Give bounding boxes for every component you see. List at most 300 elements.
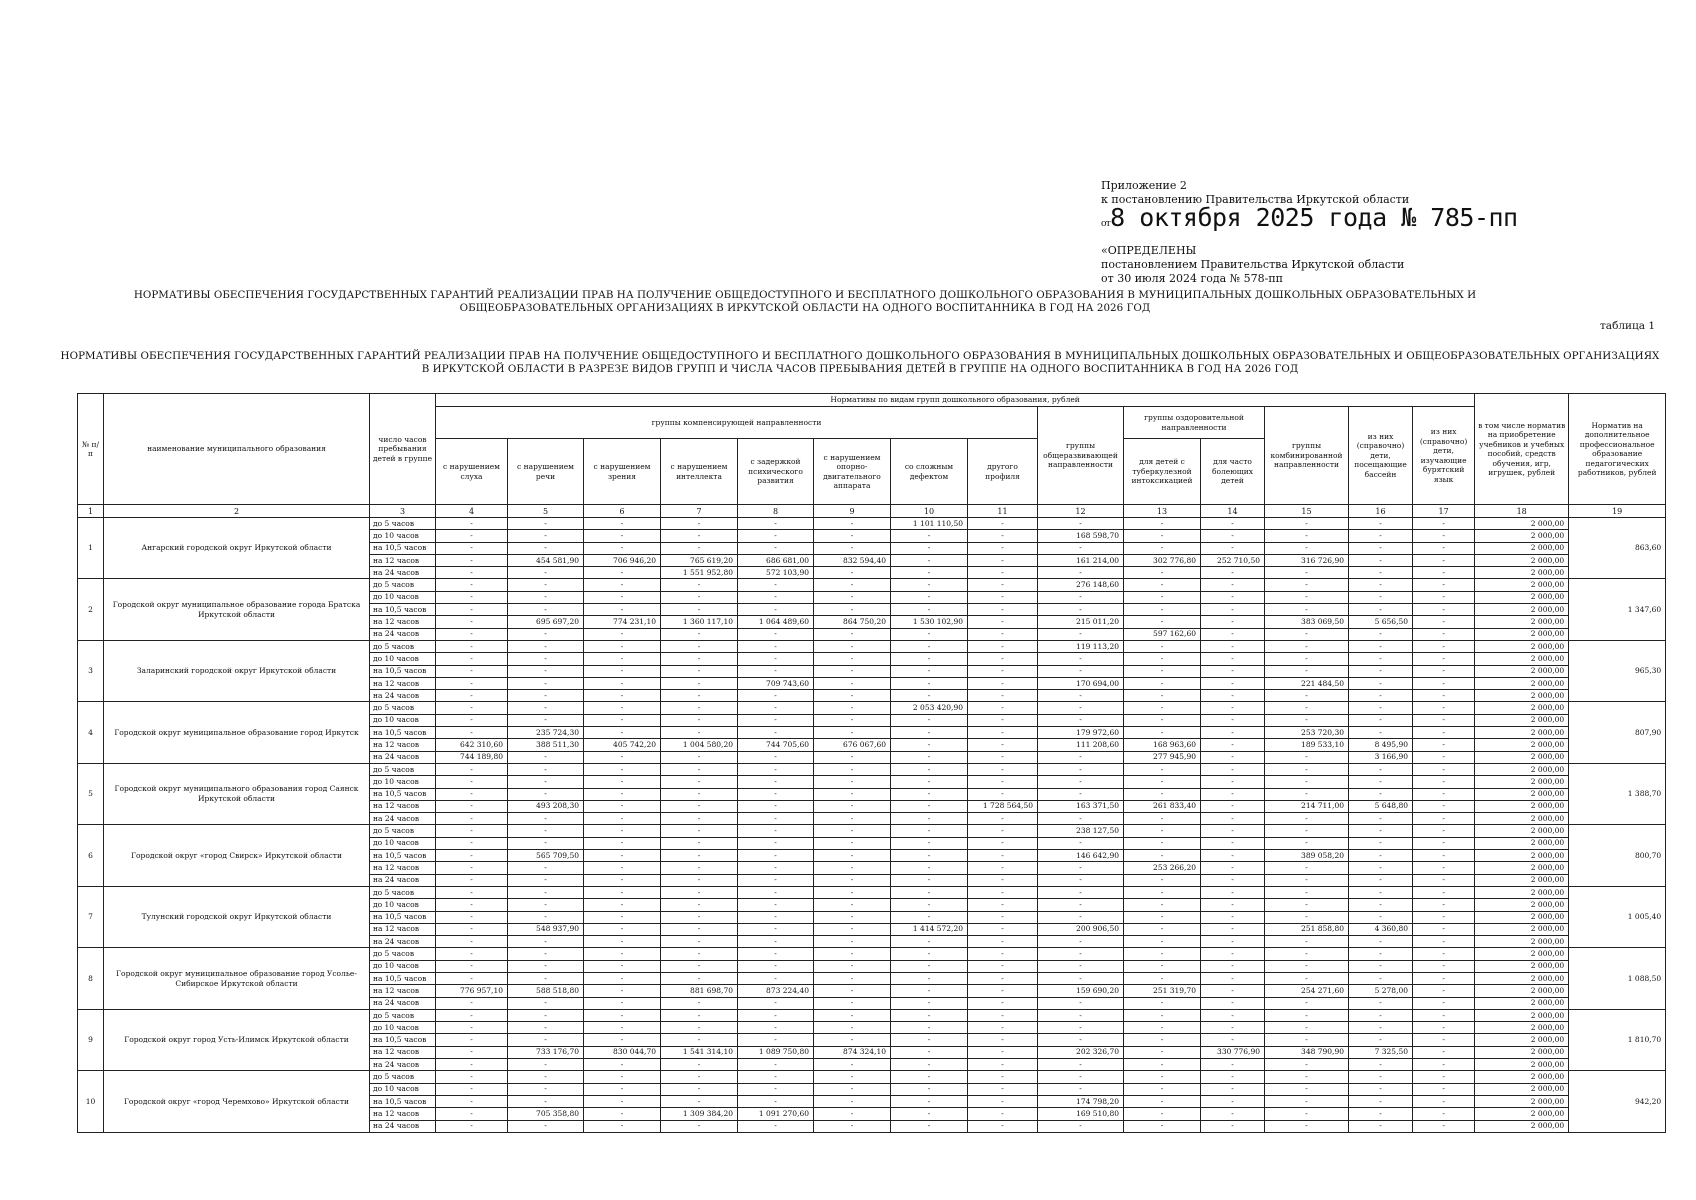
value-cell: - bbox=[968, 690, 1038, 702]
value-cell: - bbox=[584, 1071, 661, 1083]
value-cell: - bbox=[738, 640, 814, 652]
value-cell: - bbox=[1265, 690, 1349, 702]
district-number: 6 bbox=[78, 825, 104, 886]
column-number: 1 bbox=[78, 505, 104, 518]
value-cell: - bbox=[508, 751, 584, 763]
district-name: Городской округ город Усть-Илимск Иркутской области bbox=[104, 1009, 370, 1070]
value-cell: - bbox=[1201, 960, 1265, 972]
value-cell: - bbox=[891, 972, 968, 984]
value-cell: - bbox=[738, 604, 814, 616]
district-number: 3 bbox=[78, 640, 104, 701]
value-cell: - bbox=[738, 1034, 814, 1046]
value-cell: - bbox=[661, 776, 738, 788]
value-cell: - bbox=[968, 763, 1038, 775]
value-cell: - bbox=[968, 923, 1038, 935]
value-cell: 348 790,90 bbox=[1265, 1046, 1349, 1058]
value-cell: 2 000,00 bbox=[1475, 1009, 1569, 1021]
value-cell: - bbox=[968, 972, 1038, 984]
value-cell: - bbox=[1038, 1083, 1124, 1095]
value-cell: - bbox=[436, 899, 508, 911]
value-cell: - bbox=[1201, 1022, 1265, 1034]
value-cell: - bbox=[508, 690, 584, 702]
value-cell: - bbox=[891, 727, 968, 739]
value-cell: - bbox=[1124, 923, 1201, 935]
value-cell: - bbox=[1413, 604, 1475, 616]
value-cell: 2 000,00 bbox=[1475, 542, 1569, 554]
value-cell: - bbox=[814, 862, 891, 874]
value-cell: - bbox=[1201, 690, 1265, 702]
value-cell: - bbox=[968, 579, 1038, 591]
value-cell: - bbox=[1124, 690, 1201, 702]
value-cell: - bbox=[1413, 591, 1475, 603]
value-cell: - bbox=[1265, 702, 1349, 714]
value-cell: - bbox=[584, 751, 661, 763]
value-cell: - bbox=[661, 518, 738, 530]
value-cell: - bbox=[1265, 862, 1349, 874]
value-cell: - bbox=[1265, 518, 1349, 530]
value-cell: - bbox=[661, 628, 738, 640]
appendix-date-number bbox=[1101, 203, 1518, 234]
column-number: 17 bbox=[1413, 505, 1475, 518]
header-num: № п/п bbox=[78, 394, 104, 505]
value-cell: - bbox=[661, 788, 738, 800]
value-cell: - bbox=[1349, 948, 1413, 960]
value-cell: - bbox=[584, 862, 661, 874]
value-cell: - bbox=[1349, 776, 1413, 788]
value-cell: 251 858,80 bbox=[1265, 923, 1349, 935]
value-cell: - bbox=[891, 653, 968, 665]
value-cell: - bbox=[1201, 985, 1265, 997]
value-cell: - bbox=[1349, 690, 1413, 702]
table-row bbox=[78, 640, 1666, 652]
table-row bbox=[78, 1009, 1666, 1021]
value-cell: - bbox=[1265, 776, 1349, 788]
value-cell: - bbox=[436, 776, 508, 788]
value-cell: - bbox=[1265, 948, 1349, 960]
value-cell: - bbox=[661, 1120, 738, 1132]
value-cell: - bbox=[891, 591, 968, 603]
value-cell: - bbox=[1124, 997, 1201, 1009]
value-cell: - bbox=[968, 886, 1038, 898]
value-cell: - bbox=[1038, 776, 1124, 788]
value-cell: - bbox=[508, 1095, 584, 1107]
value-cell: - bbox=[508, 530, 584, 542]
value-cell: - bbox=[738, 1120, 814, 1132]
value-cell: - bbox=[814, 751, 891, 763]
value-cell: - bbox=[584, 911, 661, 923]
value-cell: - bbox=[1038, 604, 1124, 616]
value-cell: - bbox=[738, 886, 814, 898]
value-cell: - bbox=[1038, 591, 1124, 603]
value-cell: - bbox=[738, 1083, 814, 1095]
value-cell: - bbox=[891, 628, 968, 640]
value-cell: - bbox=[738, 653, 814, 665]
value-cell: - bbox=[968, 850, 1038, 862]
value-cell: - bbox=[738, 899, 814, 911]
value-cell: 2 000,00 bbox=[1475, 579, 1569, 591]
value-cell: 2 000,00 bbox=[1475, 960, 1569, 972]
value-cell: - bbox=[814, 579, 891, 591]
value-cell: - bbox=[1349, 837, 1413, 849]
value-cell: - bbox=[508, 862, 584, 874]
value-cell: - bbox=[1349, 874, 1413, 886]
value-cell: - bbox=[738, 1022, 814, 1034]
value-cell: - bbox=[1201, 837, 1265, 849]
hours-cell: до 5 часов bbox=[370, 579, 436, 591]
header-c6: с нарушением зрения bbox=[584, 439, 661, 505]
hours-cell: на 24 часов bbox=[370, 751, 436, 763]
hours-cell: до 10 часов bbox=[370, 960, 436, 972]
value-cell: 119 113,20 bbox=[1038, 640, 1124, 652]
value-cell: - bbox=[1124, 1108, 1201, 1120]
value-cell: - bbox=[968, 776, 1038, 788]
district-name: Городской округ муниципальное образование города Братска Иркутской области bbox=[104, 579, 370, 640]
value-cell: 2 000,00 bbox=[1475, 653, 1569, 665]
value-cell: - bbox=[968, 739, 1038, 751]
hours-cell: на 12 часов bbox=[370, 554, 436, 566]
value-cell: - bbox=[1201, 739, 1265, 751]
value-cell: - bbox=[1124, 591, 1201, 603]
district-name: Городской округ «город Свирск» Иркутской области bbox=[104, 825, 370, 886]
value-cell: - bbox=[1201, 972, 1265, 984]
value-cell: - bbox=[1124, 1059, 1201, 1071]
value-cell: - bbox=[968, 665, 1038, 677]
value-cell: - bbox=[584, 677, 661, 689]
value-cell: 169 510,80 bbox=[1038, 1108, 1124, 1120]
value-cell: - bbox=[1038, 1034, 1124, 1046]
value-cell: - bbox=[661, 1034, 738, 1046]
value-cell: - bbox=[738, 923, 814, 935]
value-cell: - bbox=[814, 997, 891, 1009]
value-cell: - bbox=[1265, 1120, 1349, 1132]
value-cell: - bbox=[738, 960, 814, 972]
value-cell: 565 709,50 bbox=[508, 850, 584, 862]
table-body bbox=[78, 518, 1666, 1133]
value-cell: - bbox=[508, 813, 584, 825]
value-cell: - bbox=[738, 665, 814, 677]
district-name: Городской округ муниципального образования город Саянск Иркутской области bbox=[104, 763, 370, 824]
value-cell: - bbox=[814, 1009, 891, 1021]
value-cell: - bbox=[891, 751, 968, 763]
value-cell: - bbox=[891, 800, 968, 812]
value-cell: 1 360 117,10 bbox=[661, 616, 738, 628]
value-cell: - bbox=[1413, 616, 1475, 628]
value-cell: - bbox=[968, 1009, 1038, 1021]
value-cell: 2 000,00 bbox=[1475, 604, 1569, 616]
value-cell: - bbox=[738, 628, 814, 640]
header-c4: с нарушением слуха bbox=[436, 439, 508, 505]
value-cell: - bbox=[436, 1034, 508, 1046]
value-cell: - bbox=[814, 948, 891, 960]
value-cell: - bbox=[1265, 886, 1349, 898]
value-cell: - bbox=[738, 862, 814, 874]
value-cell: - bbox=[1124, 616, 1201, 628]
value-cell: - bbox=[968, 813, 1038, 825]
column-number: 12 bbox=[1038, 505, 1124, 518]
header-c11: другого профиля bbox=[968, 439, 1038, 505]
value-cell: - bbox=[584, 640, 661, 652]
table-row bbox=[78, 825, 1666, 837]
value-cell: - bbox=[1038, 997, 1124, 1009]
value-cell: - bbox=[1413, 862, 1475, 874]
value-cell: - bbox=[738, 591, 814, 603]
training-normative: 800,70 bbox=[1569, 825, 1666, 886]
value-cell: - bbox=[1349, 628, 1413, 640]
value-cell: - bbox=[891, 1120, 968, 1132]
value-cell: 572 103,90 bbox=[738, 567, 814, 579]
value-cell: - bbox=[436, 567, 508, 579]
value-cell: - bbox=[814, 800, 891, 812]
value-cell: - bbox=[891, 1034, 968, 1046]
value-cell: - bbox=[661, 972, 738, 984]
value-cell: - bbox=[1265, 788, 1349, 800]
value-cell: - bbox=[1201, 800, 1265, 812]
value-cell: - bbox=[436, 1046, 508, 1058]
value-cell: 2 000,00 bbox=[1475, 850, 1569, 862]
value-cell: - bbox=[1038, 690, 1124, 702]
district-number: 7 bbox=[78, 886, 104, 947]
value-cell: 261 833,40 bbox=[1124, 800, 1201, 812]
value-cell: - bbox=[436, 960, 508, 972]
hours-cell: на 10,5 часов bbox=[370, 911, 436, 923]
header-compensating: группы компенсирующей направленности bbox=[436, 407, 1038, 439]
value-cell: 1 089 750,80 bbox=[738, 1046, 814, 1058]
value-cell: - bbox=[891, 936, 968, 948]
value-cell: - bbox=[1201, 813, 1265, 825]
value-cell: - bbox=[968, 1120, 1038, 1132]
value-cell: - bbox=[891, 763, 968, 775]
value-cell: - bbox=[968, 616, 1038, 628]
value-cell: - bbox=[436, 604, 508, 616]
value-cell: - bbox=[1038, 788, 1124, 800]
value-cell: - bbox=[1349, 960, 1413, 972]
district-number: 8 bbox=[78, 948, 104, 1009]
value-cell: 2 000,00 bbox=[1475, 690, 1569, 702]
value-cell: - bbox=[968, 985, 1038, 997]
value-cell: - bbox=[814, 850, 891, 862]
value-cell: 253 720,30 bbox=[1265, 727, 1349, 739]
value-cell: - bbox=[814, 874, 891, 886]
value-cell: - bbox=[814, 1071, 891, 1083]
value-cell: 1 541 314,10 bbox=[661, 1046, 738, 1058]
value-cell: - bbox=[436, 518, 508, 530]
value-cell: - bbox=[1349, 1071, 1413, 1083]
value-cell: - bbox=[738, 714, 814, 726]
value-cell: - bbox=[1124, 653, 1201, 665]
value-cell: 2 000,00 bbox=[1475, 800, 1569, 812]
hours-cell: на 12 часов bbox=[370, 739, 436, 751]
hours-cell: на 12 часов bbox=[370, 1108, 436, 1120]
value-cell: - bbox=[584, 1034, 661, 1046]
value-cell: - bbox=[584, 1009, 661, 1021]
value-cell: - bbox=[584, 972, 661, 984]
value-cell: - bbox=[1124, 874, 1201, 886]
value-cell: - bbox=[1124, 1046, 1201, 1058]
value-cell: - bbox=[436, 1071, 508, 1083]
value-cell: - bbox=[661, 1071, 738, 1083]
value-cell: - bbox=[508, 628, 584, 640]
table-row bbox=[78, 518, 1666, 530]
hours-cell: на 24 часов bbox=[370, 690, 436, 702]
appendix-line5: постановлением Правительства Иркутской области bbox=[1101, 258, 1405, 271]
hours-cell: до 10 часов bbox=[370, 1022, 436, 1034]
header-c12: группы общеразвивающей направленности bbox=[1038, 407, 1124, 505]
value-cell: - bbox=[814, 518, 891, 530]
value-cell: - bbox=[1265, 813, 1349, 825]
value-cell: - bbox=[1124, 702, 1201, 714]
value-cell: 2 000,00 bbox=[1475, 825, 1569, 837]
value-cell: - bbox=[436, 542, 508, 554]
value-cell: - bbox=[436, 825, 508, 837]
value-cell: - bbox=[1349, 640, 1413, 652]
value-cell: - bbox=[584, 813, 661, 825]
value-cell: - bbox=[436, 665, 508, 677]
value-cell: - bbox=[968, 1059, 1038, 1071]
value-cell: - bbox=[738, 1095, 814, 1107]
value-cell: - bbox=[1201, 948, 1265, 960]
value-cell: - bbox=[1413, 702, 1475, 714]
value-cell: - bbox=[738, 702, 814, 714]
value-cell: - bbox=[814, 1095, 891, 1107]
value-cell: 159 690,20 bbox=[1038, 985, 1124, 997]
hours-cell: на 12 часов bbox=[370, 1046, 436, 1058]
value-cell: 330 776,90 bbox=[1201, 1046, 1265, 1058]
value-cell: - bbox=[1124, 825, 1201, 837]
value-cell: - bbox=[1201, 591, 1265, 603]
value-cell: 1 414 572,20 bbox=[891, 923, 968, 935]
value-cell: - bbox=[584, 997, 661, 1009]
value-cell: - bbox=[508, 518, 584, 530]
value-cell: - bbox=[891, 579, 968, 591]
value-cell: - bbox=[1413, 1034, 1475, 1046]
value-cell: - bbox=[1413, 874, 1475, 886]
value-cell: - bbox=[661, 862, 738, 874]
value-cell: - bbox=[1349, 702, 1413, 714]
value-cell: - bbox=[436, 813, 508, 825]
value-cell: - bbox=[968, 1046, 1038, 1058]
value-cell: - bbox=[891, 690, 968, 702]
value-cell: - bbox=[508, 837, 584, 849]
value-cell: 161 214,00 bbox=[1038, 554, 1124, 566]
district-name: Заларинский городской округ Иркутской области bbox=[104, 640, 370, 701]
value-cell: - bbox=[1124, 886, 1201, 898]
value-cell: - bbox=[968, 936, 1038, 948]
value-cell: - bbox=[814, 1034, 891, 1046]
value-cell: - bbox=[436, 690, 508, 702]
value-cell: - bbox=[508, 948, 584, 960]
value-cell: - bbox=[584, 923, 661, 935]
value-cell: 2 000,00 bbox=[1475, 911, 1569, 923]
value-cell: - bbox=[891, 677, 968, 689]
column-number: 14 bbox=[1201, 505, 1265, 518]
column-number: 16 bbox=[1349, 505, 1413, 518]
value-cell: - bbox=[1413, 542, 1475, 554]
value-cell: - bbox=[1201, 1108, 1265, 1120]
value-cell: - bbox=[508, 677, 584, 689]
value-cell: 774 231,10 bbox=[584, 616, 661, 628]
value-cell: - bbox=[1124, 776, 1201, 788]
value-cell: - bbox=[891, 665, 968, 677]
value-cell: - bbox=[814, 985, 891, 997]
value-cell: - bbox=[1349, 591, 1413, 603]
value-cell: - bbox=[1349, 554, 1413, 566]
value-cell: - bbox=[968, 530, 1038, 542]
value-cell: - bbox=[968, 899, 1038, 911]
value-cell: - bbox=[661, 886, 738, 898]
value-cell: - bbox=[1201, 1009, 1265, 1021]
value-cell: 832 594,40 bbox=[814, 554, 891, 566]
value-cell: - bbox=[1413, 1083, 1475, 1095]
value-cell: - bbox=[738, 874, 814, 886]
value-cell: - bbox=[814, 702, 891, 714]
value-cell: - bbox=[1124, 1009, 1201, 1021]
value-cell: - bbox=[891, 911, 968, 923]
value-cell: - bbox=[814, 591, 891, 603]
value-cell: - bbox=[891, 1095, 968, 1107]
value-cell: - bbox=[1265, 1071, 1349, 1083]
value-cell: - bbox=[891, 1059, 968, 1071]
value-cell: 2 000,00 bbox=[1475, 985, 1569, 997]
value-cell: - bbox=[584, 530, 661, 542]
value-cell: - bbox=[661, 763, 738, 775]
value-cell: - bbox=[1349, 850, 1413, 862]
value-cell: - bbox=[508, 874, 584, 886]
header-c13: для детей с туберкулезной интоксикацией bbox=[1124, 439, 1201, 505]
value-cell: - bbox=[1038, 874, 1124, 886]
value-cell: - bbox=[814, 727, 891, 739]
value-cell: - bbox=[1265, 567, 1349, 579]
value-cell: - bbox=[436, 530, 508, 542]
value-cell: - bbox=[814, 788, 891, 800]
value-cell: - bbox=[436, 1108, 508, 1120]
value-cell: - bbox=[1349, 677, 1413, 689]
value-cell: - bbox=[584, 825, 661, 837]
value-cell: - bbox=[738, 776, 814, 788]
district-number: 9 bbox=[78, 1009, 104, 1070]
value-cell: - bbox=[1201, 825, 1265, 837]
value-cell: - bbox=[584, 518, 661, 530]
value-cell: - bbox=[814, 886, 891, 898]
value-cell: - bbox=[1265, 653, 1349, 665]
value-cell: - bbox=[508, 567, 584, 579]
value-cell: - bbox=[891, 1009, 968, 1021]
value-cell: 873 224,40 bbox=[738, 985, 814, 997]
value-cell: - bbox=[508, 788, 584, 800]
header-normatives: Нормативы по видам групп дошкольного образования, рублей bbox=[436, 394, 1475, 407]
value-cell: - bbox=[738, 1059, 814, 1071]
column-number: 6 bbox=[584, 505, 661, 518]
value-cell: - bbox=[738, 948, 814, 960]
value-cell: - bbox=[968, 727, 1038, 739]
value-cell: 2 000,00 bbox=[1475, 530, 1569, 542]
value-cell: - bbox=[738, 763, 814, 775]
value-cell: - bbox=[738, 800, 814, 812]
value-cell: - bbox=[1124, 714, 1201, 726]
appendix-from-prefix: от bbox=[1101, 217, 1111, 229]
value-cell: 705 358,80 bbox=[508, 1108, 584, 1120]
value-cell: - bbox=[508, 653, 584, 665]
value-cell: - bbox=[1201, 850, 1265, 862]
value-cell: - bbox=[584, 948, 661, 960]
value-cell: - bbox=[891, 874, 968, 886]
value-cell: - bbox=[508, 972, 584, 984]
value-cell: - bbox=[1038, 542, 1124, 554]
hours-cell: до 5 часов bbox=[370, 886, 436, 898]
value-cell: - bbox=[508, 911, 584, 923]
value-cell: 2 000,00 bbox=[1475, 972, 1569, 984]
value-cell: - bbox=[1038, 1071, 1124, 1083]
value-cell: 251 319,70 bbox=[1124, 985, 1201, 997]
